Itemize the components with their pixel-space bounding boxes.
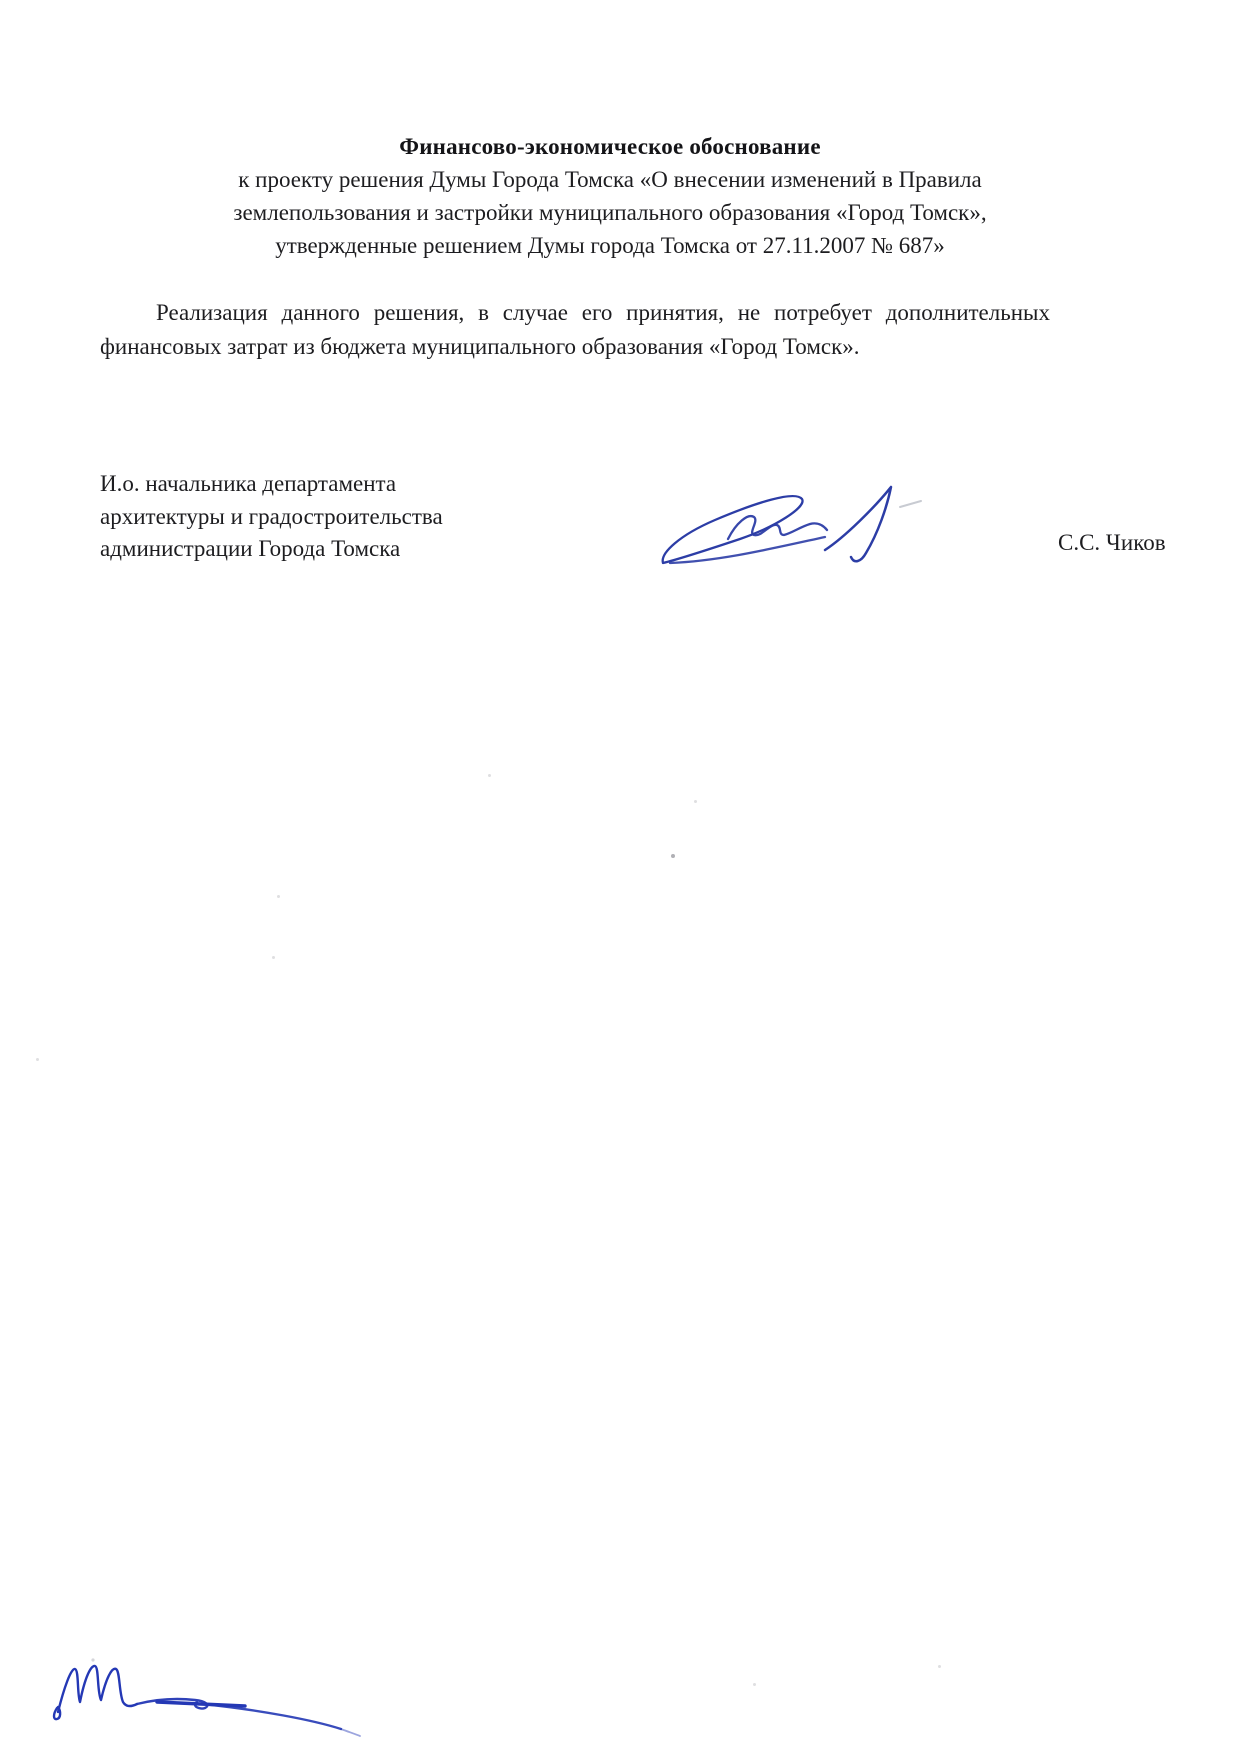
signer-position-line-1: И.о. начальника департамента	[100, 471, 397, 496]
scan-speck	[272, 956, 275, 959]
scan-speck	[36, 1058, 39, 1061]
scan-speck	[671, 854, 675, 858]
scan-speck	[277, 895, 280, 898]
scan-speck	[488, 774, 491, 777]
scan-speck	[938, 1665, 941, 1668]
scan-speck	[694, 800, 697, 803]
signer-position-line-3: администрации Города Томска	[100, 536, 401, 561]
document-subtitle-line-3: утвержденные решением Думы города Томска от 27.11.2007 № 687»	[275, 233, 945, 258]
signer-name: С.С. Чиков	[1058, 530, 1166, 555]
document-subtitle-line-2: землепользования и застройки муниципального образования «Город Томск»,	[233, 200, 987, 225]
document-subtitle-line-1: к проекту решения Думы Города Томска «О внесении изменений в Правила	[238, 167, 982, 192]
document-title: Финансово-экономическое обоснование	[399, 134, 821, 159]
signer-position-line-2: архитектуры и градостроительства	[100, 503, 443, 529]
signer-position-block	[100, 468, 443, 566]
handwritten-signature-icon	[640, 475, 930, 575]
body-paragraph: Реализация данного решения, в случае его принятия, не потребует дополнительных финансовых затрат из бюджета муниципального образования «Город Томск».	[100, 300, 1050, 359]
page-corner-scribble-icon	[45, 1650, 365, 1745]
document-header	[140, 130, 1080, 262]
scan-speck	[753, 1683, 756, 1686]
